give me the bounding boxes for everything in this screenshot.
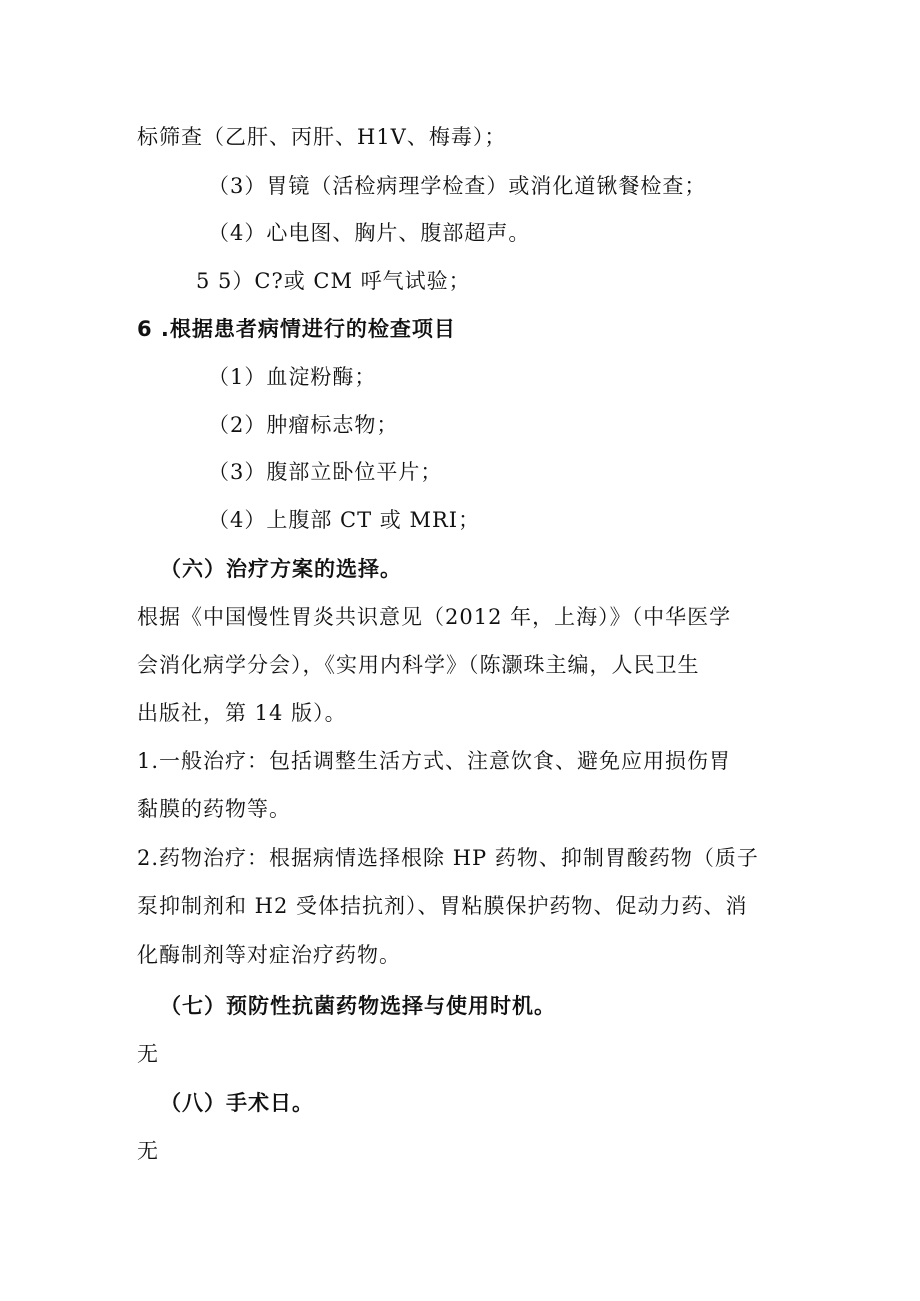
list-item: （1）血淀粉酶； [208, 365, 377, 389]
paragraph-line: 出版社，第 14 版）。 [137, 701, 347, 725]
paragraph-line: 化酶制剂等对症治疗药物。 [137, 943, 401, 967]
section-heading: （七）预防性抗菌药物选择与使用时机。 [160, 994, 556, 1018]
paragraph-line: 黏膜的药物等。 [137, 797, 291, 821]
paragraph-line: 无 [137, 1042, 159, 1066]
paragraph-line: 无 [137, 1139, 159, 1163]
list-item: （2）肿瘤标志物； [208, 413, 399, 437]
text-line: 标筛查（乙肝、丙肝、H1V、梅毒）； [137, 125, 507, 149]
paragraph-line: 泵抑制剂和 H2 受体拮抗剂）、胃粘膜保护药物、促动力药、消 [137, 894, 748, 918]
list-item: （4）上腹部 CT 或 MRI； [208, 508, 481, 532]
list-item: （3）腹部立卧位平片； [208, 460, 443, 484]
paragraph-line: 根据《中国慢性胃炎共识意见（2012 年，上海）》（中华医学 [137, 605, 732, 629]
paragraph-line: 2.药物治疗：根据病情选择根除 HP 药物、抑制胃酸药物（质子 [137, 846, 759, 870]
text-line: （3）胃镜（活检病理学检查）或消化道锹餐检查； [208, 174, 707, 198]
section-heading: 6 .根据患者病情进行的检查项目 [137, 317, 456, 341]
section-heading: （八）手术日。 [160, 1091, 314, 1115]
text-line: （4）心电图、胸片、腹部超声。 [208, 221, 531, 245]
paragraph-line: 1.一般治疗：包括调整生活方式、注意饮食、避免应用损伤胃 [137, 749, 732, 773]
paragraph-line: 会消化病学分会），《实用内科学》（陈灏珠主编，人民卫生 [137, 653, 700, 677]
section-heading: （六）治疗方案的选择。 [160, 557, 402, 581]
text-line: 5 5）C?或 CM 呼气试验； [196, 269, 471, 293]
